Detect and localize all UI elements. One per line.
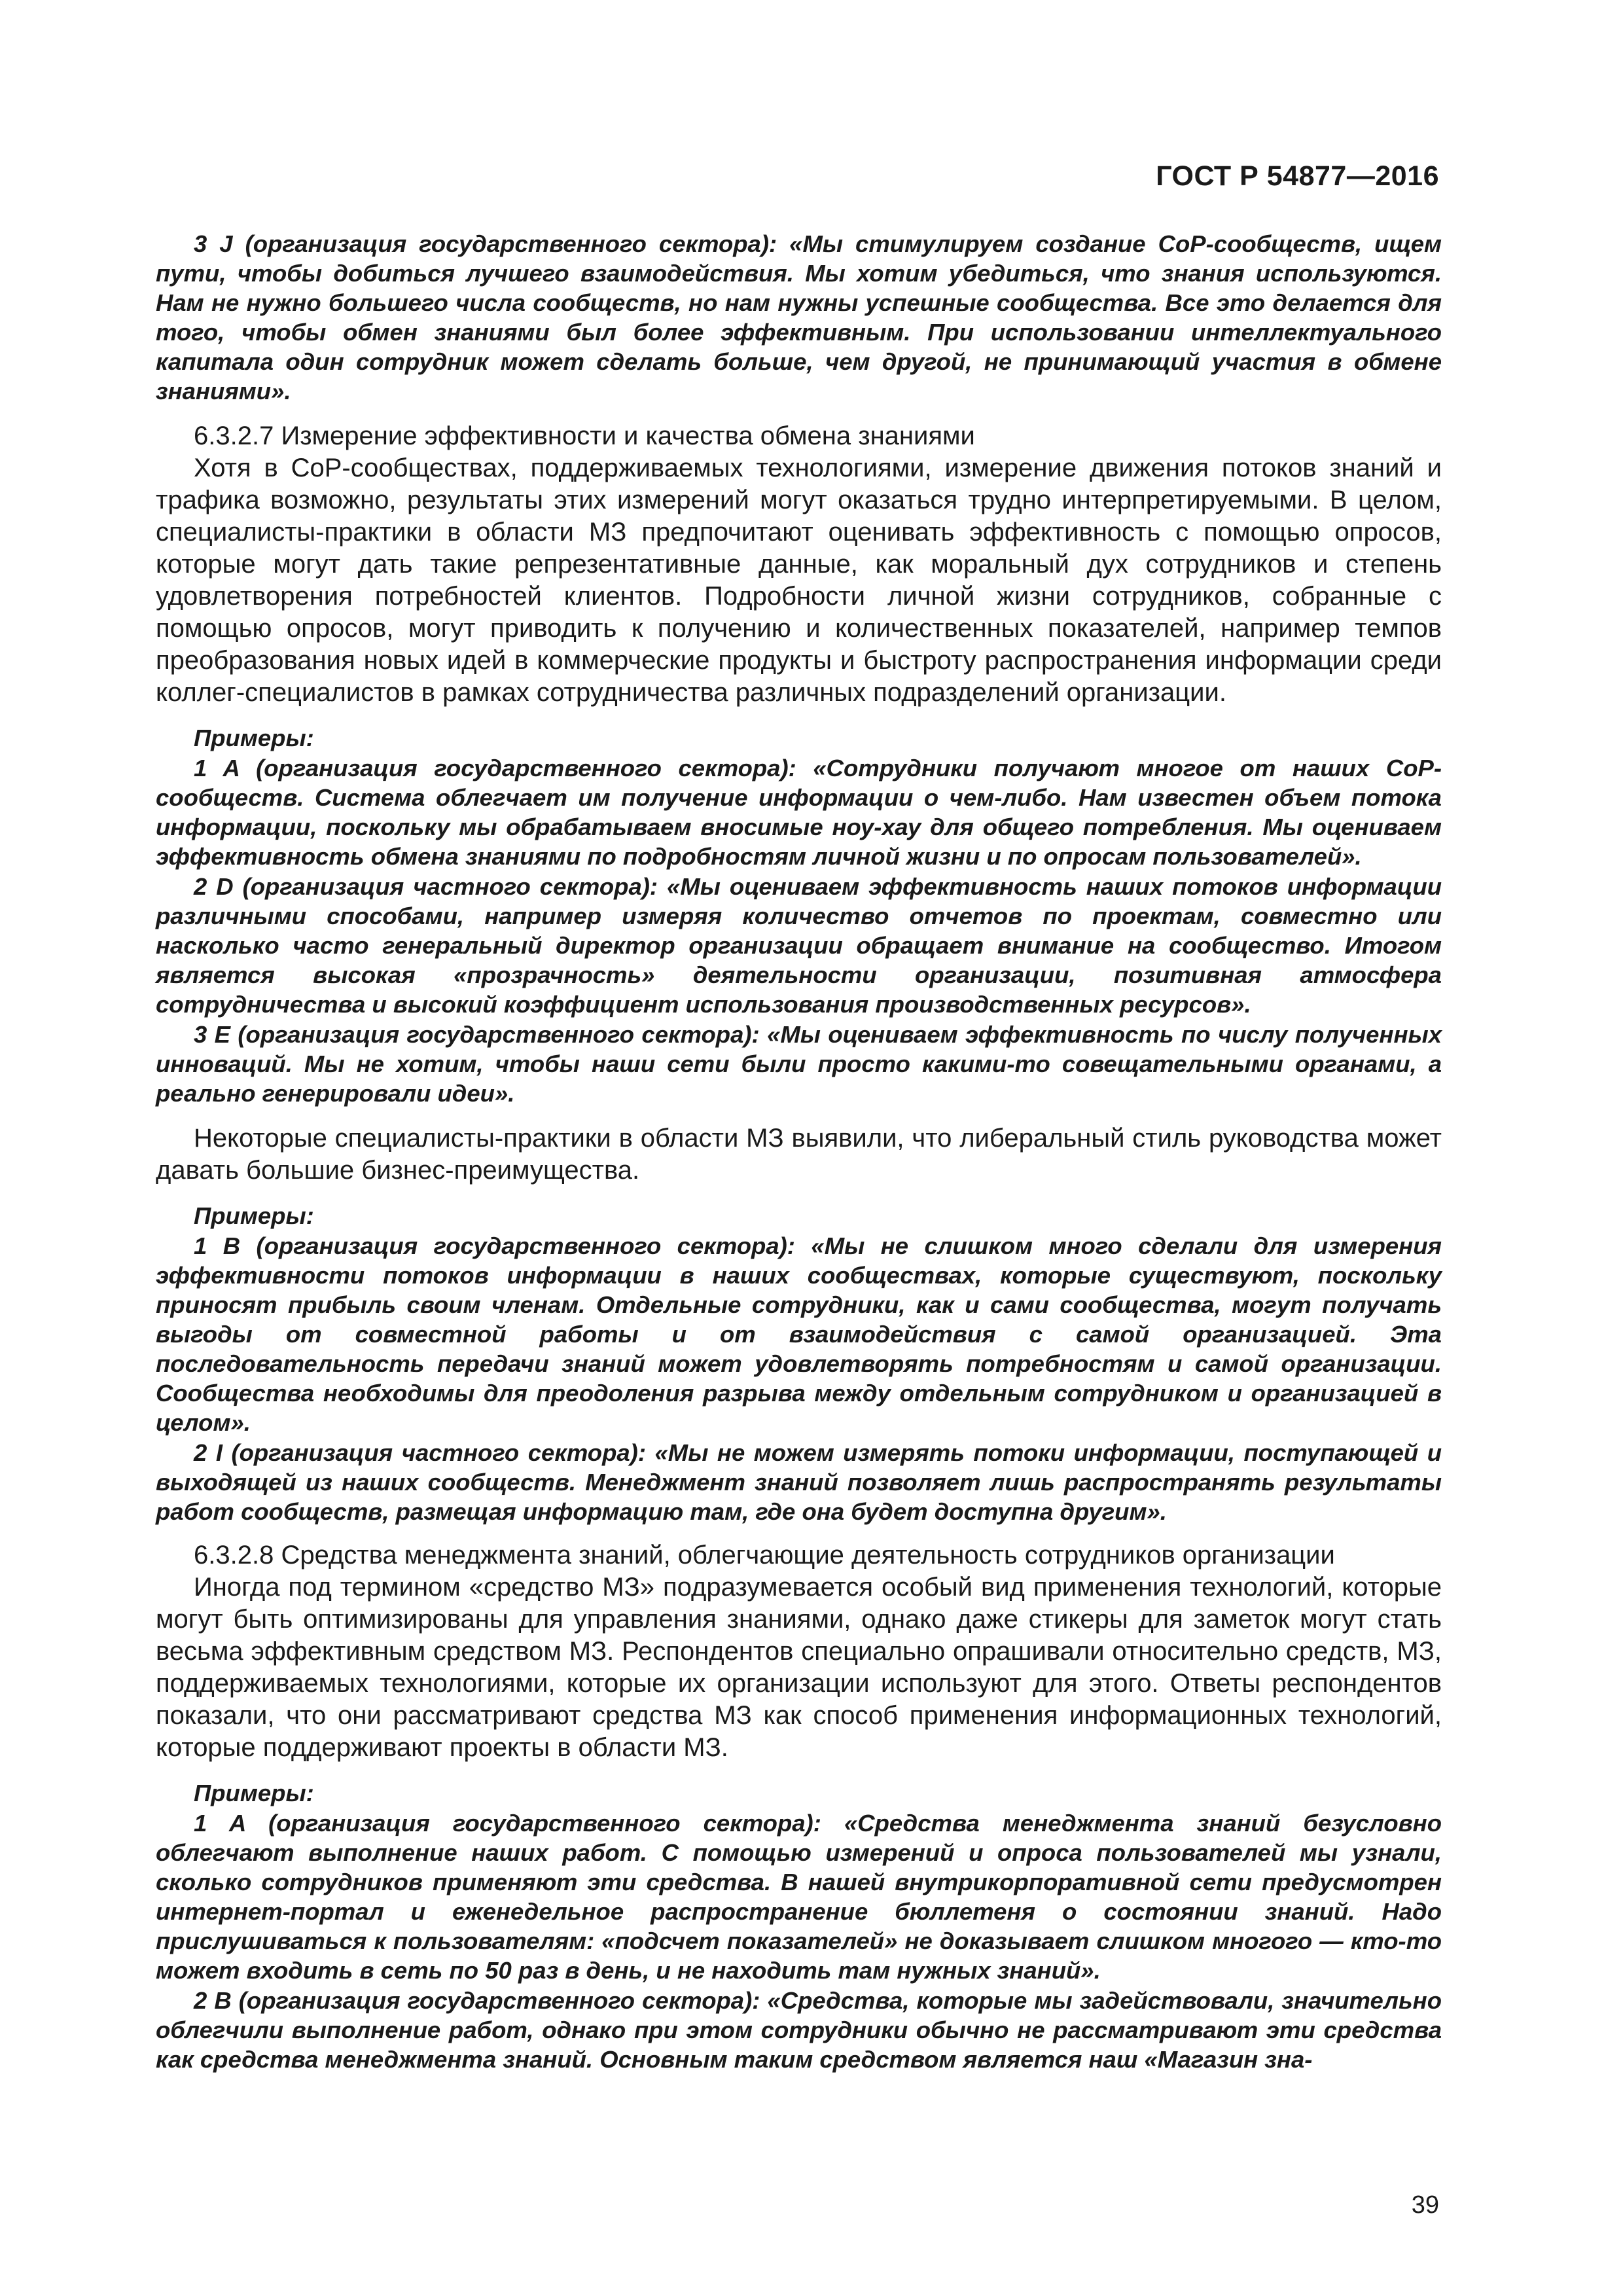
- example-paragraph: 2 B (организация государственного сектора): «Средства, которые мы задействовали, значительно облегчили выполнение работ, однако при этом сотрудники обычно не рассматривают эти средства как средства менеджмента знаний. Основным таким средством является наш «Магазин зна-: [156, 1987, 1442, 2073]
- section-heading: 6.3.2.7 Измерение эффективности и качества обмена знаниями: [194, 422, 975, 450]
- example-paragraph: 2 I (организация частного сектора): «Мы не можем измерять потоки информации, поступающей и выходящей из наших сообществ. Менеджмент знаний позволяет лишь распространять результаты работ сообществ, размещая информацию там, где она будет доступна другим».: [156, 1439, 1442, 1525]
- example-paragraph: 1 B (организация государственного сектора): «Мы не слишком много сделали для измерения эффективности потоков информации в наших сообществах, которые существуют, поскольку приносят прибыль своим членам. Отдельные сотрудники, как и сами сообщества, могут получать выгоды от совместной работы и от взаимодействия с самой организацией. Эта последовательность передачи знаний может удовлетворять потребностям и самой организации. Сообщества необходимы для преодоления разрыва между отдельным сотрудником и организацией в целом».: [156, 1232, 1442, 1436]
- example-paragraph: 1 A (организация государственного сектора): «Средства менеджмента знаний безусловно облегчают выполнение наших работ. С помощью измерений и опроса пользователей мы узнали, сколько сотрудников применяют эти средства. В нашей внутрикорпоративной сети предусмотрен интернет-портал и еженедельное распространение бюллетеня о состоянии знаний. Надо прислушиваться к пользователям: «подсчет показателей» не доказывает слишком многого — кто-то может входить в сеть по 50 раз в день, и не находить там нужных знаний».: [156, 1810, 1442, 1984]
- body-paragraph: Хотя в CoP-сообществах, поддерживаемых технологиями, измерение движения потоков знаний и трафика возможно, результаты этих измерений могут оказаться трудно интерпретируемыми. В целом, специалисты-практики в области МЗ предпочитают оценивать эффективность с помощью опросов, которые могут дать такие репрезентативные данные, как моральный дух сотрудников и степень удовлетворения потребностей клиентов. Подробности личной жизни сотрудников, собранные с помощью опросов, могут приводить к получению и количественных показателей, например темпов преобразования новых идей в коммерческие продукты и быстроту распространения информации среди коллег-специалистов в рамках сотрудничества различных подразделений организации.: [156, 454, 1442, 707]
- example-paragraph: 2 D (организация частного сектора): «Мы оцениваем эффективность наших потоков информации различными способами, например измеряя количество отчетов по проектам, совместно или насколько часто генеральный директор организации обращает внимание на сообщество. Итогом является высокая «прозрачность» деятельности организации, позитивная атмосфера сотрудничества и высокий коэффициент использования производственных ресурсов».: [156, 873, 1442, 1018]
- page-content: [156, 229, 1442, 2074]
- body-paragraph: Иногда под термином «средство МЗ» подразумевается особый вид применения технологий, которые могут быть оптимизированы для управления знаниями, однако даже стикеры для заметок могут стать весьма эффективным средством МЗ. Респондентов специально опрашивали относительно средств, МЗ, поддерживаемых технологиями, которые их организации используют для этого. Ответы респондентов показали, что они рассматривают средства МЗ как способ применения информационных технологий, которые поддерживают проекты в области МЗ.: [156, 1573, 1442, 1762]
- page-number: 39: [1411, 2191, 1439, 2219]
- document-code-header: ГОСТ Р 54877—2016: [1156, 160, 1439, 192]
- section-heading: 6.3.2.8 Средства менеджмента знаний, облегчающие деятельность сотрудников организации: [194, 1541, 1335, 1570]
- example-paragraph: 3 E (организация государственного сектора): «Мы оцениваем эффективность по числу полученных инноваций. Мы не хотим, чтобы наши сети были просто какими-то совещательными органами, а реально генерировали идеи».: [156, 1021, 1442, 1107]
- example-paragraph: 1 A (организация государственного сектора): «Сотрудники получают многое от наших CoP-сообществ. Система облегчает им получение информации о чем-либо. Нам известен объем потока информации, поскольку мы обрабатываем вносимые ноу-хау для общего потребления. Мы оцениваем эффективность обмена знаниями по подробностям личной жизни и по опросам пользователей».: [156, 755, 1442, 870]
- examples-heading: Примеры:: [194, 1780, 314, 1806]
- examples-heading: Примеры:: [194, 725, 314, 751]
- body-paragraph: Некоторые специалисты-практики в области МЗ выявили, что либеральный стиль руководства может давать большие бизнес-преимущества.: [156, 1124, 1442, 1185]
- example-paragraph: 3 J (организация государственного сектора): «Мы стимулируем создание CoP-сообществ, ищем пути, чтобы добиться лучшего взаимодействия. Мы хотим убедиться, что знания используются. Нам не нужно большего числа сообществ, но нам нужны успешные сообщества. Все это делается для того, чтобы обмен знаниями был более эффективным. При использовании интеллектуального капитала один сотрудник может сделать больше, чем другой, не принимающий участия в обмене знаниями».: [156, 230, 1442, 404]
- examples-heading: Примеры:: [194, 1202, 314, 1229]
